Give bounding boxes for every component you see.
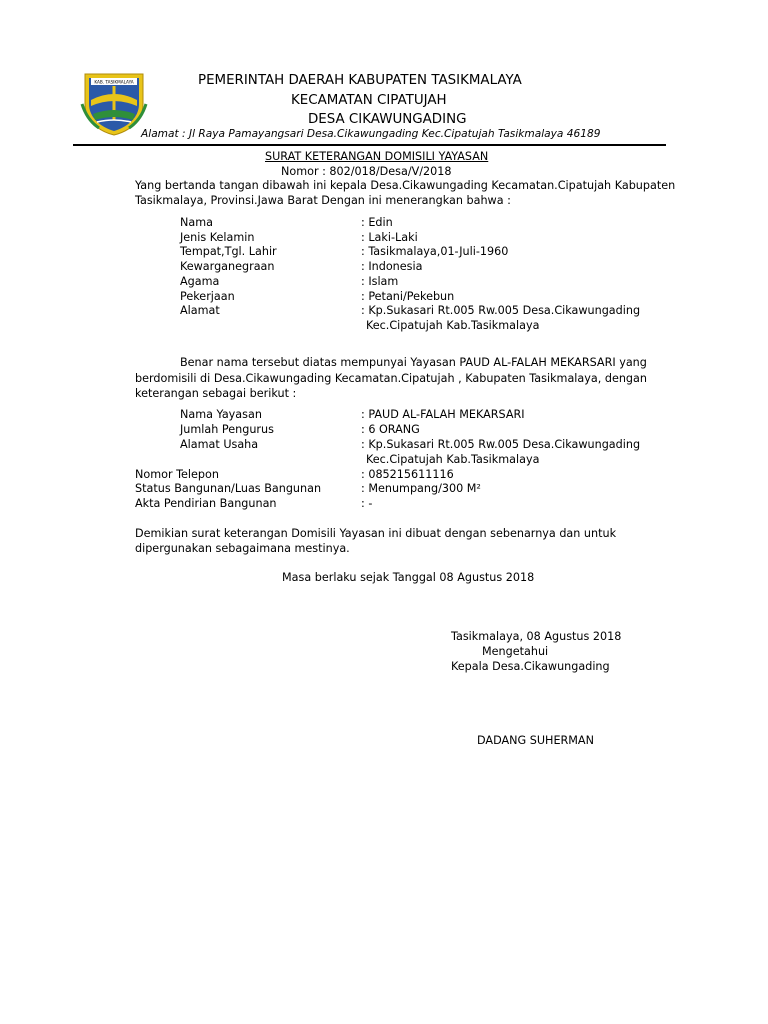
document-title: SURAT KETERANGAN DOMISILI YAYASAN [265,150,489,163]
closing-line-2: dipergunakan sebagaimana mestinya. [135,542,350,555]
foundation-value-building: : Menumpang/300 M² [361,482,481,495]
person-value-birth: : Tasikmalaya,01-Juli-1960 [361,245,509,258]
letterhead-address: Alamat : Jl Raya Pamayangsari Desa.Cikawungading Kec.Cipatujah Tasikmalaya 46189 [141,128,601,140]
document-number: Nomor : 802/018/Desa/V/2018 [281,165,452,178]
person-label-nationality: Kewarganegraan [180,260,275,273]
foundation-value-name: : PAUD AL-FALAH MEKARSARI [361,408,525,421]
foundation-label-building: Status Bangunan/Luas Bangunan [135,482,322,495]
person-value-address-cont: Kec.Cipatujah Kab.Tasikmalaya [366,319,540,332]
letterhead-line-1: PEMERINTAH DAERAH KABUPATEN TASIKMALAYA [198,73,522,88]
person-value-address: : Kp.Sukasari Rt.005 Rw.005 Desa.Cikawungading [361,304,641,317]
foundation-value-board: : 6 ORANG [361,423,420,436]
foundation-label-name: Nama Yayasan [180,408,262,421]
person-label-birth: Tempat,Tgl. Lahir [180,245,277,258]
foundation-label-phone: Nomor Telepon [135,468,219,481]
person-value-occupation: : Petani/Pekebun [361,290,455,303]
person-label-religion: Agama [180,275,220,288]
foundation-label-board: Jumlah Pengurus [180,423,274,436]
letterhead-line-2: KECAMATAN CIPATUJAH [291,93,447,108]
paragraph-2-line-1: Benar nama tersebut diatas mempunyai Yayasan PAUD AL-FALAH MEKARSARI yang [180,356,647,369]
intro-line-2: Tasikmalaya, Provinsi.Jawa Barat Dengan ini menerangkan bahwa : [135,194,511,207]
intro-line-1: Yang bertanda tangan dibawah ini kepala Desa.Cikawungading Kecamatan.Cipatujah Kabupaten [135,179,676,192]
signatory-name: DADANG SUHERMAN [477,734,594,747]
paragraph-2-line-3: keterangan sebagai berikut : [135,387,297,400]
person-label-address: Alamat [180,304,220,317]
validity-statement: Masa berlaku sejak Tanggal 08 Agustus 2018 [282,571,535,584]
person-value-religion: : Islam [361,275,399,288]
foundation-value-phone: : 085215611116 [361,468,454,481]
person-label-gender: Jenis Kelamin [180,231,255,244]
foundation-value-address: : Kp.Sukasari Rt.005 Rw.005 Desa.Cikawungading [361,438,641,451]
foundation-value-deed: : - [361,497,373,510]
foundation-value-address-cont: Kec.Cipatujah Kab.Tasikmalaya [366,453,540,466]
closing-line-1: Demikian surat keterangan Domisili Yayasan ini dibuat dengan sebenarnya dan untuk [135,527,617,540]
logo-lettering: KAB. TASIKMALAYA [94,79,134,85]
foundation-label-deed: Akta Pendirian Bangunan [135,497,277,510]
letterhead-line-3: DESA CIKAWUNGADING [308,112,467,127]
person-label-name: Nama [180,216,213,229]
regency-emblem-logo [79,70,149,136]
person-value-nationality: : Indonesia [361,260,423,273]
person-value-gender: : Laki-Laki [361,231,418,244]
signature-place-date: Tasikmalaya, 08 Agustus 2018 [451,630,622,643]
letterhead-divider [73,144,666,146]
signature-position: Kepala Desa.Cikawungading [451,660,610,673]
person-label-occupation: Pekerjaan [180,290,235,303]
foundation-label-address: Alamat Usaha [180,438,259,451]
person-value-name: : Edin [361,216,393,229]
signature-acknowledged: Mengetahui [482,645,549,658]
paragraph-2-line-2: berdomisili di Desa.Cikawungading Kecamatan.Cipatujah , Kabupaten Tasikmalaya, dengan [135,372,647,385]
